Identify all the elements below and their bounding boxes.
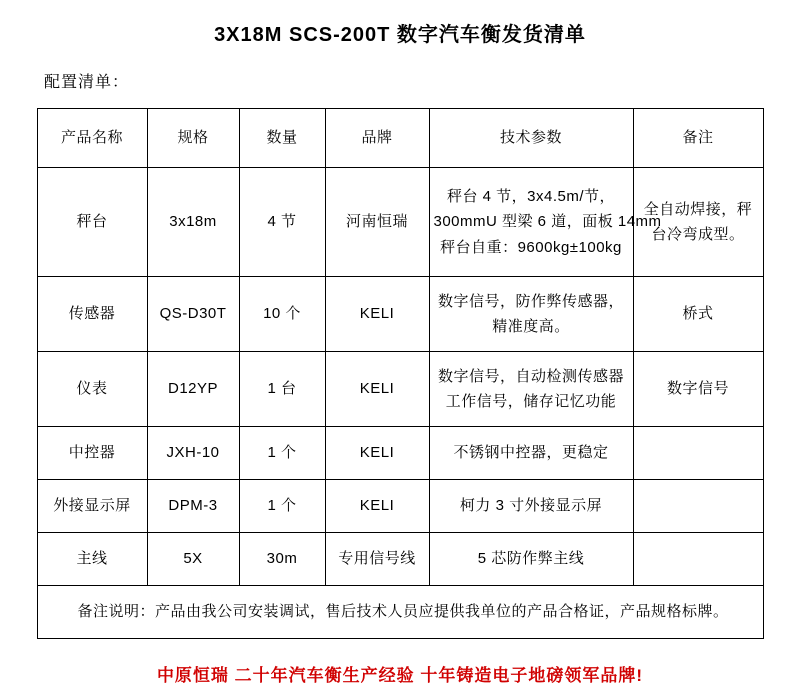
slogan-banner: 中原恒瑞 二十年汽车衡生产经验 十年铸造电子地磅领军品牌! xyxy=(156,666,644,685)
cell-remark xyxy=(633,480,763,533)
table-header-row xyxy=(37,109,763,168)
tech-line: 数字信号，防作弊传感器， xyxy=(437,292,624,310)
cell-tech-params xyxy=(429,168,662,277)
table-row xyxy=(37,277,763,352)
remark-line: 台冷弯成型。 xyxy=(651,226,745,243)
tech-line: 秤台自重：9600kg±100kg xyxy=(440,238,622,256)
cell-remark: 数字信号 xyxy=(633,352,763,427)
cell-tech-params: 5 芯防作弊主线 xyxy=(429,533,633,586)
tech-line: 精准度高。 xyxy=(492,318,570,335)
cell-tech-params xyxy=(429,352,633,427)
cell-spec: 3x18m xyxy=(147,168,239,277)
cell-brand: KELI xyxy=(325,427,429,480)
cell-tech-params: 不锈钢中控器，更稳定 xyxy=(429,427,633,480)
cell-product-name: 外接显示屏 xyxy=(37,480,147,533)
cell-tech-params: 柯力 3 寸外接显示屏 xyxy=(429,480,633,533)
cell-tech-params xyxy=(429,277,633,352)
tech-line: 秤台 4 节，3x4.5m/节， xyxy=(446,187,616,205)
configuration-list-label: 配置清单： xyxy=(44,74,130,91)
tech-line: 300mmU 型梁 6 道，面板 14mm xyxy=(433,213,662,231)
page-title: 3X18M SCS-200T 数字汽车衡发货清单 xyxy=(214,24,586,46)
table-row xyxy=(37,480,763,533)
cell-brand: KELI xyxy=(325,352,429,427)
footnote-text: 备注说明：产品由我公司安装调试，售后技术人员应提供我单位的产品合格证，产品规格标牌。 xyxy=(37,586,763,639)
column-header-remark: 备注 xyxy=(633,109,763,168)
cell-remark xyxy=(633,427,763,480)
cell-product-name: 中控器 xyxy=(37,427,147,480)
cell-quantity: 30m xyxy=(239,533,325,586)
table-footnote-row xyxy=(37,586,763,639)
tech-line: 工作信号，储存记忆功能 xyxy=(445,393,617,410)
cell-spec: JXH-10 xyxy=(147,427,239,480)
cell-product-name: 主线 xyxy=(37,533,147,586)
cell-product-name: 传感器 xyxy=(37,277,147,352)
cell-product-name: 仪表 xyxy=(37,352,147,427)
cell-spec: QS-D30T xyxy=(147,277,239,352)
table-row xyxy=(37,168,763,277)
cell-product-name: 秤台 xyxy=(37,168,147,277)
column-header-product-name: 产品名称 xyxy=(37,109,147,168)
cell-brand: 专用信号线 xyxy=(325,533,429,586)
cell-brand: KELI xyxy=(325,480,429,533)
cell-quantity: 10 个 xyxy=(239,277,325,352)
column-header-tech-params: 技术参数 xyxy=(429,109,633,168)
cell-remark xyxy=(633,533,763,586)
table-row xyxy=(37,352,763,427)
cell-remark: 桥式 xyxy=(633,277,763,352)
cell-brand: 河南恒瑞 xyxy=(325,168,429,277)
column-header-quantity: 数量 xyxy=(239,109,325,168)
cell-quantity: 1 个 xyxy=(239,427,325,480)
cell-quantity: 4 节 xyxy=(239,168,325,277)
cell-brand: KELI xyxy=(325,277,429,352)
tech-line: 数字信号，自动检测传感器 xyxy=(437,367,624,385)
column-header-brand: 品牌 xyxy=(325,109,429,168)
cell-quantity: 1 台 xyxy=(239,352,325,427)
cell-remark xyxy=(633,168,763,277)
cell-spec: 5X xyxy=(147,533,239,586)
table-row xyxy=(37,427,763,480)
remark-line: 全自动焊接，秤 xyxy=(643,200,753,218)
table-row xyxy=(37,533,763,586)
specification-table xyxy=(37,108,764,639)
cell-spec: DPM-3 xyxy=(147,480,239,533)
cell-quantity: 1 个 xyxy=(239,480,325,533)
column-header-spec: 规格 xyxy=(147,109,239,168)
cell-spec: D12YP xyxy=(147,352,239,427)
